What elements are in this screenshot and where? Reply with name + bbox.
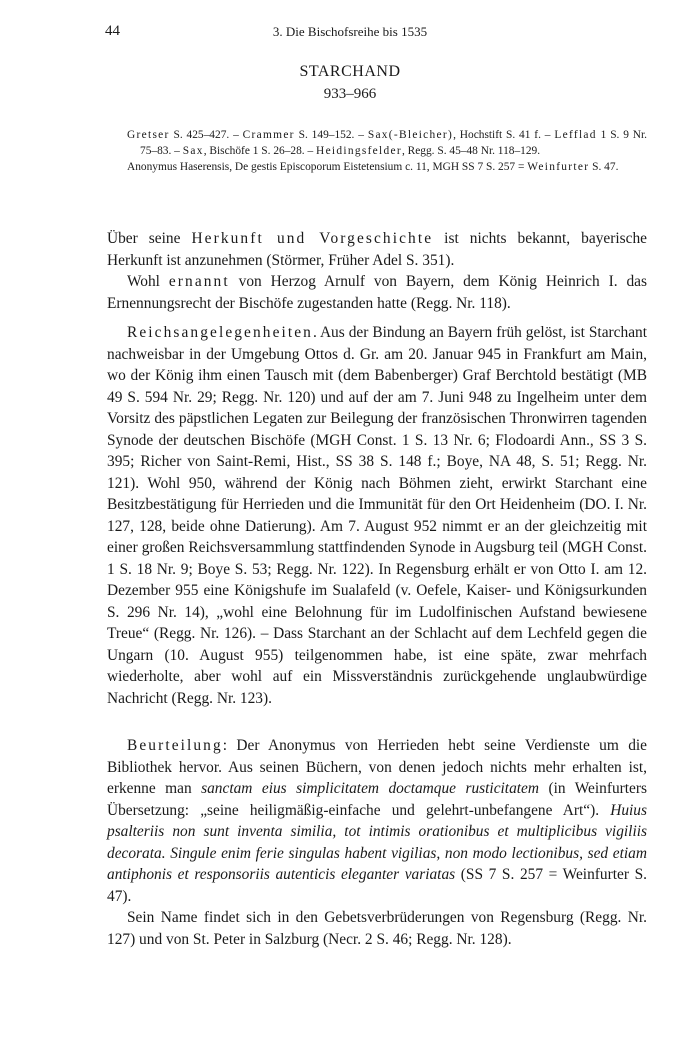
- section-origin: [107, 228, 647, 314]
- author-name: Gretser: [127, 129, 170, 141]
- spaced-heading: Herkunft und Vorgeschichte: [191, 230, 434, 247]
- latin-quote: sanctam eius simplicitatem doctamque rusticitatem: [201, 780, 539, 797]
- spaced-heading: Beurteilung: [127, 737, 223, 754]
- author-name: Sax(-Bleicher): [367, 129, 454, 141]
- text-run: (in Weinfurters Übersetzung: „seine heiligmäßig-einfache und gelehrt-unbefangene Art“).: [107, 780, 647, 819]
- paragraph-appointment: [107, 271, 647, 314]
- bibliography: [127, 127, 647, 175]
- citation-text: , Regg. S. 45–48 Nr. 118–129.: [401, 145, 541, 157]
- section-imperial-affairs: [107, 322, 647, 709]
- section-assessment: [107, 735, 647, 950]
- bibliography-source: [127, 159, 647, 175]
- paragraph-imperial-affairs: [107, 322, 647, 709]
- page-header: [0, 23, 700, 43]
- author-name: Crammer: [242, 129, 295, 141]
- author-name: Heidingsfelder: [316, 145, 402, 157]
- citation-text: Anonymus Haserensis, De gestis Episcoporum Eistetensium c. 11, MGH SS 7 S. 257 =: [127, 161, 528, 173]
- latin-quote: Huius psalteriis non sunt inventa similia, tot intimis orationibus et multiplicibus vigiliis decorata. Singule enim ferie singulas habent vigilias, non modo lectionibus, sed etiam antiphonis et responsoriis autenticis eleganter variatas: [107, 801, 647, 883]
- text-run: (SS 7 S. 257 = Weinfurter S. 47).: [107, 866, 647, 905]
- paragraph-origin: [107, 228, 647, 271]
- entry-title-block: [0, 62, 700, 104]
- reign-years: 933–966: [323, 86, 377, 102]
- paragraph-assessment: [107, 735, 647, 907]
- text-run: ist nichts bekannt, bayerische Herkunft ist anzunehmen (Störmer, Früher Adel S. 351).: [107, 230, 647, 269]
- author-name: Weinfurter: [527, 161, 590, 173]
- citation-text: 1 S. 9 Nr. 75–83. –: [140, 129, 648, 157]
- page-number: 44: [105, 23, 120, 39]
- text-run: Sein Name findet sich in den Gebetsverbrüderungen von Regensburg (Regg. Nr. 127) und von St. Peter in Salzburg (Necr. 2 S. 46; Regg. Nr. 128).: [107, 909, 647, 948]
- citation-text: S. 149–152. –: [294, 129, 368, 141]
- author-name: Sax: [182, 145, 204, 157]
- citation-text: S. 47.: [589, 161, 619, 173]
- spaced-heading: Reichsangelegenheiten: [127, 324, 313, 341]
- bibliography-literature: [127, 127, 647, 159]
- paragraph-confraternity: [107, 907, 647, 950]
- spaced-heading: ernannt: [168, 273, 230, 290]
- text-run: Über seine: [107, 230, 192, 247]
- citation-text: , Hochstift S. 41 f. –: [453, 129, 555, 141]
- author-name: Lefflad: [554, 129, 597, 141]
- citation-text: S. 425–427. –: [169, 129, 243, 141]
- bishop-name: STARCHAND: [299, 63, 401, 80]
- text-run: : Der Anonymus von Herrieden hebt seine Verdienste um die Bibliothek hervor. Aus seinen Büchern, von denen jedoch nichts mehr erhalten ist, erkenne man: [107, 737, 647, 797]
- text-run: von Herzog Arnulf von Bayern, dem König Heinrich I. das Ernennungsrecht der Bischöfe zugestanden hatte (Regg. Nr. 118).: [107, 273, 647, 312]
- text-run: . Aus der Bindung an Bayern früh gelöst, ist Starchant nachweisbar in der Umgebung Ottos d. Gr. am 20. Januar 945 in Frankfurt am Main, wo der König ihm einen Tausch mit (dem Babenberger) Graf Berchtold bestätigt (MB 49 S. 594 Nr. 29; Regg. Nr. 120) und auf der am 7. Juni 948 zu Ingelheim unter dem Vorsitz des päpstlichen Legaten zur Beilegung der französischen Thronwirren tagenden Synode der deutschen Bischöfe (MGH Const. 1 S. 13 Nr. 6; Flodoardi Ann., SS 3 S. 395; Richer von Saint-Remi, Hist., SS 38 S. 148 f.; Boye, NA 48, S. 51; Regg. Nr. 121). Wohl 950, während der König nach Böhmen zieht, erwirkt Starchant eine Besitzbestätigung für Herrieden und die Immunität für den Ort Heidenheim (DO. I. Nr. 127, 128, beide ohne Datierung). Am 7. August 952 nimmt er an der gleichzeitig mit einer großen Reichsversammlung stattfindenden Synode in Augsburg teil (MGH Const. 1 S. 18 Nr. 9; Boye S. 53; Regg. Nr. 122). In Regensburg erhält er von Otto I. am 12. Dezember 955 eine Königshufe im Sualafeld (v. Oefele, Kaiser- und Königsurkunden S. 296 Nr. 14), „wohl eine Belohnung für im Ludolfinischen Aufstand bewiesene Treue“ (Regg. Nr. 126). – Dass Starchant an der Schlacht auf dem Lechfeld gegen die Ungarn (10. August 955) teilgenommen habe, ist eine späte, zwar mehrfach wiederholte, aber wohl auf ein Missverständnis zurückgehende unglaubwürdige Nachricht (Regg. Nr. 123).: [107, 324, 647, 707]
- citation-text: , Bischöfe 1 S. 26–28. –: [203, 145, 317, 157]
- text-run: Wohl: [127, 273, 169, 290]
- running-head: 3. Die Bischofsreihe bis 1535: [272, 24, 428, 39]
